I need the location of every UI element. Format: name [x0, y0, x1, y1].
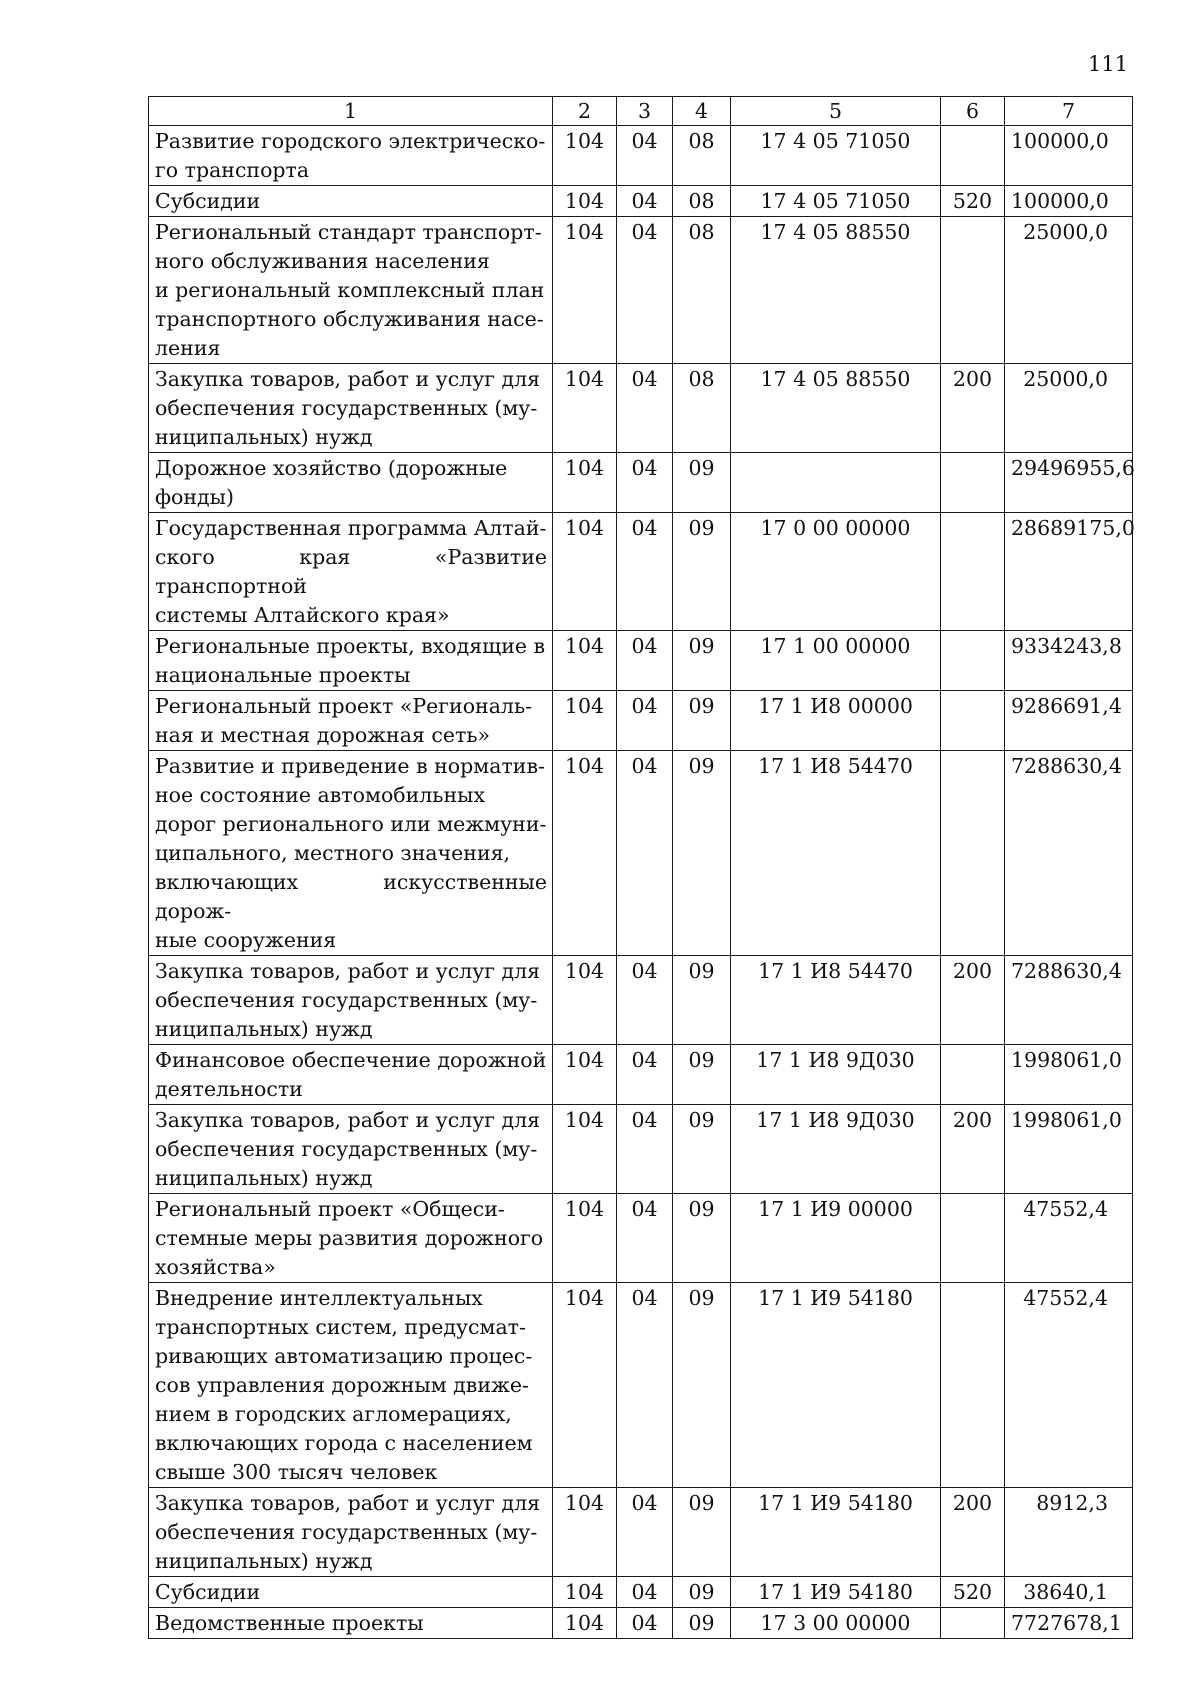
table-row: [149, 513, 1133, 631]
subsection-code: 09: [673, 1608, 731, 1639]
item-name: Внедрение интеллектуальных транспортных систем, предусмат- ривающих автоматизацию процес- сов управления дорожным движе- нием в городских агломерациях, включающих города с населением свыше 300 тысяч человек: [149, 1283, 553, 1488]
amount: 28689175,0: [1005, 513, 1133, 631]
expense-type-code: [941, 1608, 1005, 1639]
section-code: 04: [617, 1194, 673, 1283]
item-name: Субсидии: [149, 186, 553, 217]
table-row: [149, 364, 1133, 453]
amount: 7727678,1: [1005, 1608, 1133, 1639]
item-name: Развитие и приведение в норматив- ное состояние автомобильных дорог регионального или межмуни- ципального, местного значения, включающих искусственные дорож- ные сооружения: [149, 751, 553, 956]
section-code: 04: [617, 513, 673, 631]
item-name: Финансовое обеспечение дорожной деятельности: [149, 1045, 553, 1105]
ministry-code: 104: [553, 186, 617, 217]
expense-type-code: [941, 751, 1005, 956]
subsection-code: 09: [673, 1577, 731, 1608]
item-name: Ведомственные проекты: [149, 1608, 553, 1639]
target-item-code: 17 1 И8 9Д030: [731, 1105, 941, 1194]
item-name: Развитие городского электрическо- го транспорта: [149, 126, 553, 186]
amount: 100000,0: [1005, 186, 1133, 217]
subsection-code: 09: [673, 631, 731, 691]
ministry-code: 104: [553, 1488, 617, 1577]
ministry-code: 104: [553, 631, 617, 691]
item-name: Закупка товаров, работ и услуг для обеспечения государственных (му- ниципальных) нужд: [149, 956, 553, 1045]
ministry-code: 104: [553, 217, 617, 364]
column-header: 6: [941, 97, 1005, 126]
amount: 25000,0: [1005, 364, 1133, 453]
item-name: Закупка товаров, работ и услуг для обеспечения государственных (му- ниципальных) нужд: [149, 1488, 553, 1577]
table-row: [149, 691, 1133, 751]
table-row: [149, 186, 1133, 217]
section-code: 04: [617, 751, 673, 956]
ministry-code: 104: [553, 956, 617, 1045]
budget-table: [148, 96, 1133, 1639]
item-name: Дорожное хозяйство (дорожные фонды): [149, 453, 553, 513]
subsection-code: 08: [673, 186, 731, 217]
ministry-code: 104: [553, 1045, 617, 1105]
expense-type-code: [941, 1194, 1005, 1283]
section-code: 04: [617, 186, 673, 217]
target-item-code: 17 3 00 00000: [731, 1608, 941, 1639]
table-row: [149, 217, 1133, 364]
table-row: [149, 1194, 1133, 1283]
amount: 9334243,8: [1005, 631, 1133, 691]
section-code: 04: [617, 1488, 673, 1577]
item-name: Региональные проекты, входящие в национальные проекты: [149, 631, 553, 691]
table-row: [149, 1045, 1133, 1105]
section-code: 04: [617, 126, 673, 186]
amount: 47552,4: [1005, 1283, 1133, 1488]
target-item-code: 17 1 И8 9Д030: [731, 1045, 941, 1105]
item-name: Закупка товаров, работ и услуг для обеспечения государственных (му- ниципальных) нужд: [149, 1105, 553, 1194]
header-row: [149, 97, 1133, 126]
section-code: 04: [617, 1045, 673, 1105]
section-code: 04: [617, 1577, 673, 1608]
section-code: 04: [617, 1608, 673, 1639]
subsection-code: 09: [673, 751, 731, 956]
amount: 1998061,0: [1005, 1105, 1133, 1194]
amount: 100000,0: [1005, 126, 1133, 186]
ministry-code: 104: [553, 1105, 617, 1194]
target-item-code: 17 4 05 88550: [731, 217, 941, 364]
section-code: 04: [617, 956, 673, 1045]
expense-type-code: 520: [941, 186, 1005, 217]
target-item-code: 17 1 И9 54180: [731, 1488, 941, 1577]
amount: 47552,4: [1005, 1194, 1133, 1283]
table-row: [149, 956, 1133, 1045]
expense-type-code: [941, 691, 1005, 751]
expense-type-code: [941, 1283, 1005, 1488]
item-name: Региональный проект «Общеси- стемные меры развития дорожного хозяйства»: [149, 1194, 553, 1283]
expense-type-code: [941, 126, 1005, 186]
target-item-code: 17 0 00 00000: [731, 513, 941, 631]
amount: 7288630,4: [1005, 956, 1133, 1045]
amount: 1998061,0: [1005, 1045, 1133, 1105]
expense-type-code: [941, 453, 1005, 513]
expense-type-code: 200: [941, 1488, 1005, 1577]
section-code: 04: [617, 217, 673, 364]
target-item-code: 17 1 И9 54180: [731, 1577, 941, 1608]
ministry-code: 104: [553, 751, 617, 956]
expense-type-code: 520: [941, 1577, 1005, 1608]
table-row: [149, 1488, 1133, 1577]
item-name: Региональный проект «Региональ- ная и местная дорожная сеть»: [149, 691, 553, 751]
table-body: [149, 126, 1133, 1639]
amount: 29496955,6: [1005, 453, 1133, 513]
amount: 38640,1: [1005, 1577, 1133, 1608]
column-header: 4: [673, 97, 731, 126]
table-row: [149, 453, 1133, 513]
section-code: 04: [617, 453, 673, 513]
item-name: Субсидии: [149, 1577, 553, 1608]
ministry-code: 104: [553, 691, 617, 751]
subsection-code: 08: [673, 217, 731, 364]
column-header: 2: [553, 97, 617, 126]
amount: 9286691,4: [1005, 691, 1133, 751]
table-row: [149, 751, 1133, 956]
ministry-code: 104: [553, 513, 617, 631]
section-code: 04: [617, 364, 673, 453]
column-header: 7: [1005, 97, 1133, 126]
page-number: 111: [1088, 52, 1129, 76]
item-name: Региональный стандарт транспорт- ного обслуживания населения и региональный комплексный план транспортного обслуживания насе- ления: [149, 217, 553, 364]
target-item-code: 17 1 И9 00000: [731, 1194, 941, 1283]
subsection-code: 09: [673, 1105, 731, 1194]
expense-type-code: [941, 1045, 1005, 1105]
ministry-code: 104: [553, 1283, 617, 1488]
subsection-code: 09: [673, 691, 731, 751]
item-name: Государственная программа Алтай- ского края «Развитие транспортной системы Алтайского края»: [149, 513, 553, 631]
expense-type-code: [941, 217, 1005, 364]
section-code: 04: [617, 691, 673, 751]
subsection-code: 09: [673, 1488, 731, 1577]
expense-type-code: [941, 513, 1005, 631]
target-item-code: [731, 453, 941, 513]
subsection-code: 09: [673, 1194, 731, 1283]
section-code: 04: [617, 1105, 673, 1194]
subsection-code: 09: [673, 453, 731, 513]
target-item-code: 17 4 05 71050: [731, 126, 941, 186]
target-item-code: 17 1 И9 54180: [731, 1283, 941, 1488]
target-item-code: 17 1 00 00000: [731, 631, 941, 691]
table-row: [149, 1577, 1133, 1608]
target-item-code: 17 1 И8 54470: [731, 751, 941, 956]
subsection-code: 09: [673, 1283, 731, 1488]
expense-type-code: 200: [941, 364, 1005, 453]
ministry-code: 104: [553, 1577, 617, 1608]
ministry-code: 104: [553, 126, 617, 186]
item-name: Закупка товаров, работ и услуг для обеспечения государственных (му- ниципальных) нужд: [149, 364, 553, 453]
section-code: 04: [617, 631, 673, 691]
ministry-code: 104: [553, 1194, 617, 1283]
subsection-code: 08: [673, 126, 731, 186]
target-item-code: 17 1 И8 54470: [731, 956, 941, 1045]
table-row: [149, 1105, 1133, 1194]
table-row: [149, 1608, 1133, 1639]
section-code: 04: [617, 1283, 673, 1488]
table-row: [149, 126, 1133, 186]
table-row: [149, 1283, 1133, 1488]
ministry-code: 104: [553, 364, 617, 453]
expense-type-code: [941, 631, 1005, 691]
target-item-code: 17 1 И8 00000: [731, 691, 941, 751]
expense-type-code: 200: [941, 1105, 1005, 1194]
expense-type-code: 200: [941, 956, 1005, 1045]
ministry-code: 104: [553, 1608, 617, 1639]
table-header: [149, 97, 1133, 126]
column-header: 1: [149, 97, 553, 126]
subsection-code: 08: [673, 364, 731, 453]
column-header: 5: [731, 97, 941, 126]
subsection-code: 09: [673, 513, 731, 631]
column-header: 3: [617, 97, 673, 126]
amount: 7288630,4: [1005, 751, 1133, 956]
target-item-code: 17 4 05 71050: [731, 186, 941, 217]
subsection-code: 09: [673, 1045, 731, 1105]
table-row: [149, 631, 1133, 691]
subsection-code: 09: [673, 956, 731, 1045]
amount: 25000,0: [1005, 217, 1133, 364]
target-item-code: 17 4 05 88550: [731, 364, 941, 453]
ministry-code: 104: [553, 453, 617, 513]
amount: 8912,3: [1005, 1488, 1133, 1577]
